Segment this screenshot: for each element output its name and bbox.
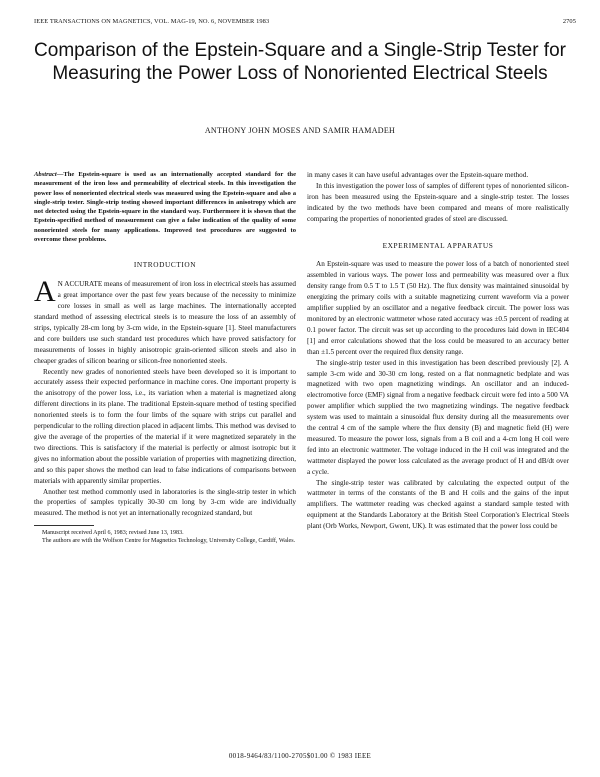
right-paragraph-3: The single-strip tester used in this investigation has been described previously [2]. A sample 3-cm wide and 30-30 cm long, rested on a flat nonmagnetic bedplate and was magnetized with two open magnetizing windings. An oscillator and an induced-electromotive force (EMF) signal from a negative feedback circuit were fed into a 500 VA power amplifier which supplied the two magnetizing windings. The negative feedback system was used to maintain a sinusoidal flux density during all the measurements over the central 4 cm of the sample where the flux density (B) and magnetic field (H) were measured. To measure the power loss, signals from a B coil and a 4-cm long H coil were fed into an electronic wattmeter. The voltage induced in the H coil was integrated and the wattmeter displayed the power loss calculated as the average product of H and dB/dt over a cycle. (307, 358, 569, 476)
footnote-affiliation: The authors are with the Wolfson Centre for Magnetics Technology, University College, Cardiff, Wales. (42, 538, 296, 545)
footnote-received: Manuscript received April 6, 1983; revised June 13, 1983. (42, 530, 184, 537)
section-heading-introduction: INTRODUCTION (133, 260, 197, 270)
right-column (307, 170, 569, 532)
abstract-text: —The Epstein-square is used as an internationally accepted standard for the measurement of the iron loss and permeability of electrical steels. In this investigation the power loss of nonoriented electrical steels was measured using the Epstein-square and also a single-strip tester. Single-strip testing showed important differences in anisotropy which are not detected using the Epstein-square in the standard way. Furthermore it is shown that the Epstein-specified method of measurement can give a false indication of the quality of some nonoriented steels for many applications. Improved test procedures are suggested to overcome these problems. (34, 171, 296, 244)
right-paragraph-2: An Epstein-square was used to measure the power loss of a batch of nonoriented steel assembled in various ways. The power loss and permeability was measured over a flux density range from 0.5 T to 1.5 T (50 Hz). The flux density was maintained sinusoidal by energizing the primary coils with a suitable magnetizing current waveform via a power amplifier supplied by an oscillator and a negative feedback circuit. The power loss was monitored by an electronic wattmeter whose rated accuracy was ±0.5 percent of reading at 0.1 power factor. The circuit was set up according to the procedures laid down in IEC404 [1] and error calculations showed that the loss could be measured to an accuracy better than ±1.5 percent over the required flux density range. (307, 260, 569, 356)
right-paragraph-4: The single-strip tester was calibrated by calculating the expected output of the wattmeter in terms of the constants of the B and H coils and the gains of the input amplifiers. The wattmeter reading was checked against a standard sample tested with equipment at the Standards Laboratory at the British Steel Corporation's Electrical Steels plant (Orb Works, Newport, Gwent, UK). It was estimated that the power loss could be (307, 478, 569, 531)
footnote-rule (34, 525, 94, 526)
right-paragraph-0: in many cases it can have useful advantages over the Epstein-square method. (307, 171, 529, 179)
copyright-footer: 0018-9464/83/1100-2705$01.00 © 1983 IEEE (228, 752, 372, 760)
footnotes (34, 529, 296, 545)
abstract-lead: Abstract (34, 171, 57, 178)
right-paragraph-1: In this investigation the power loss of samples of different types of nonoriented silicon-iron has been measured using the Epstein-square and a single-strip tester. The losses indicated by the two methods have been compared and means of more realistically comparing the properties of nonoriented grades of steel are discussed. (307, 181, 569, 223)
journal-citation: IEEE TRANSACTIONS ON MAGNETICS, VOL. MAG-19, NO. 6, NOVEMBER 1983 (34, 18, 270, 25)
section-heading-experimental: EXPERIMENTAL APPARATUS (382, 240, 494, 250)
intro-paragraph-2: Recently new grades of nonoriented steels have been developed so it is important to accurately assess their expected performance in machine cores. One important property is the anisotropy of the power loss, i.e., its variation when a material is magnetized along different directions in its plane. The traditional Epstein-square method of testing specified nonoriented steels is to form the four limbs of the square with strips cut parallel and perpendicular to the rolling direction placed in adjacent limbs. This method was devised to give the average of the properties of the material if it were magnetized separately in the two directions. This is satisfactory if the material is perfectly or almost isotropic but it gives no information about the possible variation of properties with magnetizing direction, and so this paper shows the method can lead to false indications of comparisons between materials with apparently similar properties. (34, 367, 296, 485)
abstract (34, 170, 296, 244)
intro-paragraph-1-text: N ACCURATE means of measurement of iron loss in electrical steels has assumed a great importance over the past few years because of the necessity to minimize core losses in small as well as large machines. The internationally accepted standard method of assessing electrical steels is to measure the loss of an assembly of strips, typically 28-cm long by 3-cm wide, in the Epstein-square [1]. Steel manufacturers and core builders use such standard test procedures which have proved satisfactory for measurements of losses in highly anisotropic grain-oriented silicon steels and also in cheaper grades of silicon bearing or silicon-free nonoriented steels. (34, 280, 296, 365)
drop-cap: A (34, 275, 56, 309)
author-line: ANTHONY JOHN MOSES AND SAMIR HAMADEH (204, 126, 396, 135)
page-number: 2705 (562, 18, 576, 25)
intro-paragraph-3: Another test method commonly used in laboratories is the single-strip tester in which the properties of samples typically 30-30 cm long by 3-cm wide are individually measured. The method is not yet an internationally recognized standard, but (34, 487, 296, 518)
left-column (34, 170, 296, 545)
running-header (34, 18, 576, 30)
paper-title: Comparison of the Epstein-Square and a Single-Strip Tester for Measuring the Power Loss of Nonoriented Electrical Steels (34, 40, 566, 84)
intro-paragraph-1 (34, 275, 296, 366)
